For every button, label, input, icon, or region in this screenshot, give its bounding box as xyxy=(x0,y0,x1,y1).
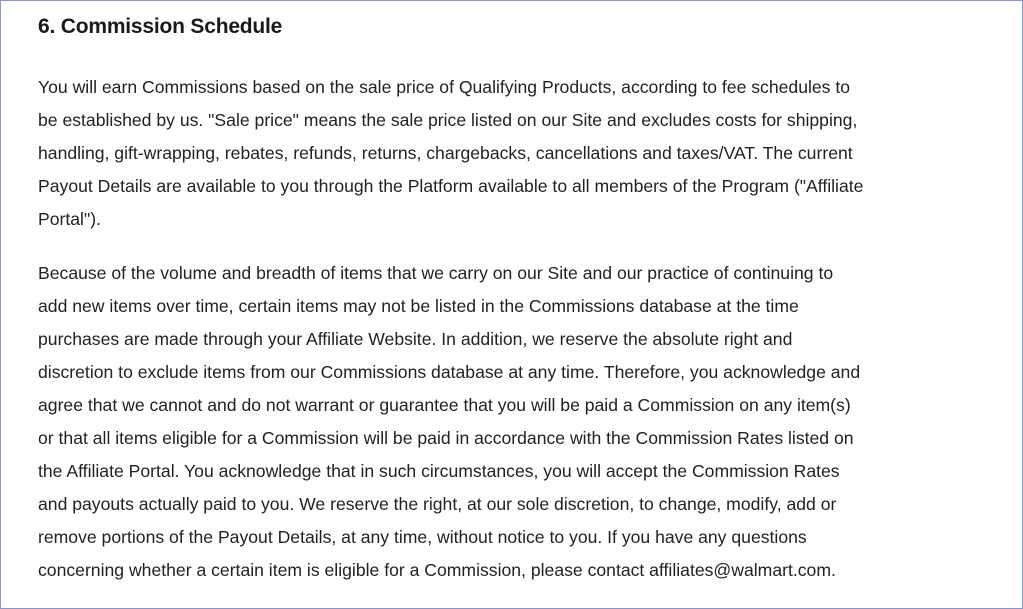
section-title: 6. Commission Schedule xyxy=(38,15,283,38)
paragraph-line: handling, gift-wrapping, rebates, refunds, returns, chargebacks, cancellations and taxes/VAT. The current xyxy=(38,143,853,163)
paragraph-line: Because of the volume and breadth of items that we carry on our Site and our practice of continuing to xyxy=(38,263,834,283)
paragraph-commissions-basis xyxy=(38,71,988,236)
paragraph-line: discretion to exclude items from our Commissions database at any time. Therefore, you acknowledge and xyxy=(38,362,861,382)
paragraph-line: concerning whether a certain item is eligible for a Commission, please contact affiliates@walmart.com. xyxy=(38,560,836,580)
paragraph-line: agree that we cannot and do not warrant or guarantee that you will be paid a Commission on any item(s) xyxy=(38,395,851,415)
paragraph-line: Payout Details are available to you through the Platform available to all members of the Program ("Affiliate xyxy=(38,176,864,196)
paragraph-line: You will earn Commissions based on the sale price of Qualifying Products, according to fee schedules to xyxy=(38,77,851,97)
paragraph-line: purchases are made through your Affiliate Website. In addition, we reserve the absolute right and xyxy=(38,329,793,349)
paragraph-line: or that all items eligible for a Commission will be paid in accordance with the Commission Rates listed on xyxy=(38,428,854,448)
paragraph-line: add new items over time, certain items may not be listed in the Commissions database at the time xyxy=(38,296,799,316)
paragraph-line: and payouts actually paid to you. We reserve the right, at our sole discretion, to change, modify, add or xyxy=(38,494,837,514)
paragraph-item-eligibility xyxy=(38,257,988,587)
paragraph-line: remove portions of the Payout Details, at any time, without notice to you. If you have any questions xyxy=(38,527,807,547)
paragraph-line: Portal"). xyxy=(38,209,101,229)
paragraph-line: the Affiliate Portal. You acknowledge that in such circumstances, you will accept the Commission Rates xyxy=(38,461,840,481)
paragraph-line: be established by us. "Sale price" means the sale price listed on our Site and excludes costs for shipping, xyxy=(38,110,858,130)
